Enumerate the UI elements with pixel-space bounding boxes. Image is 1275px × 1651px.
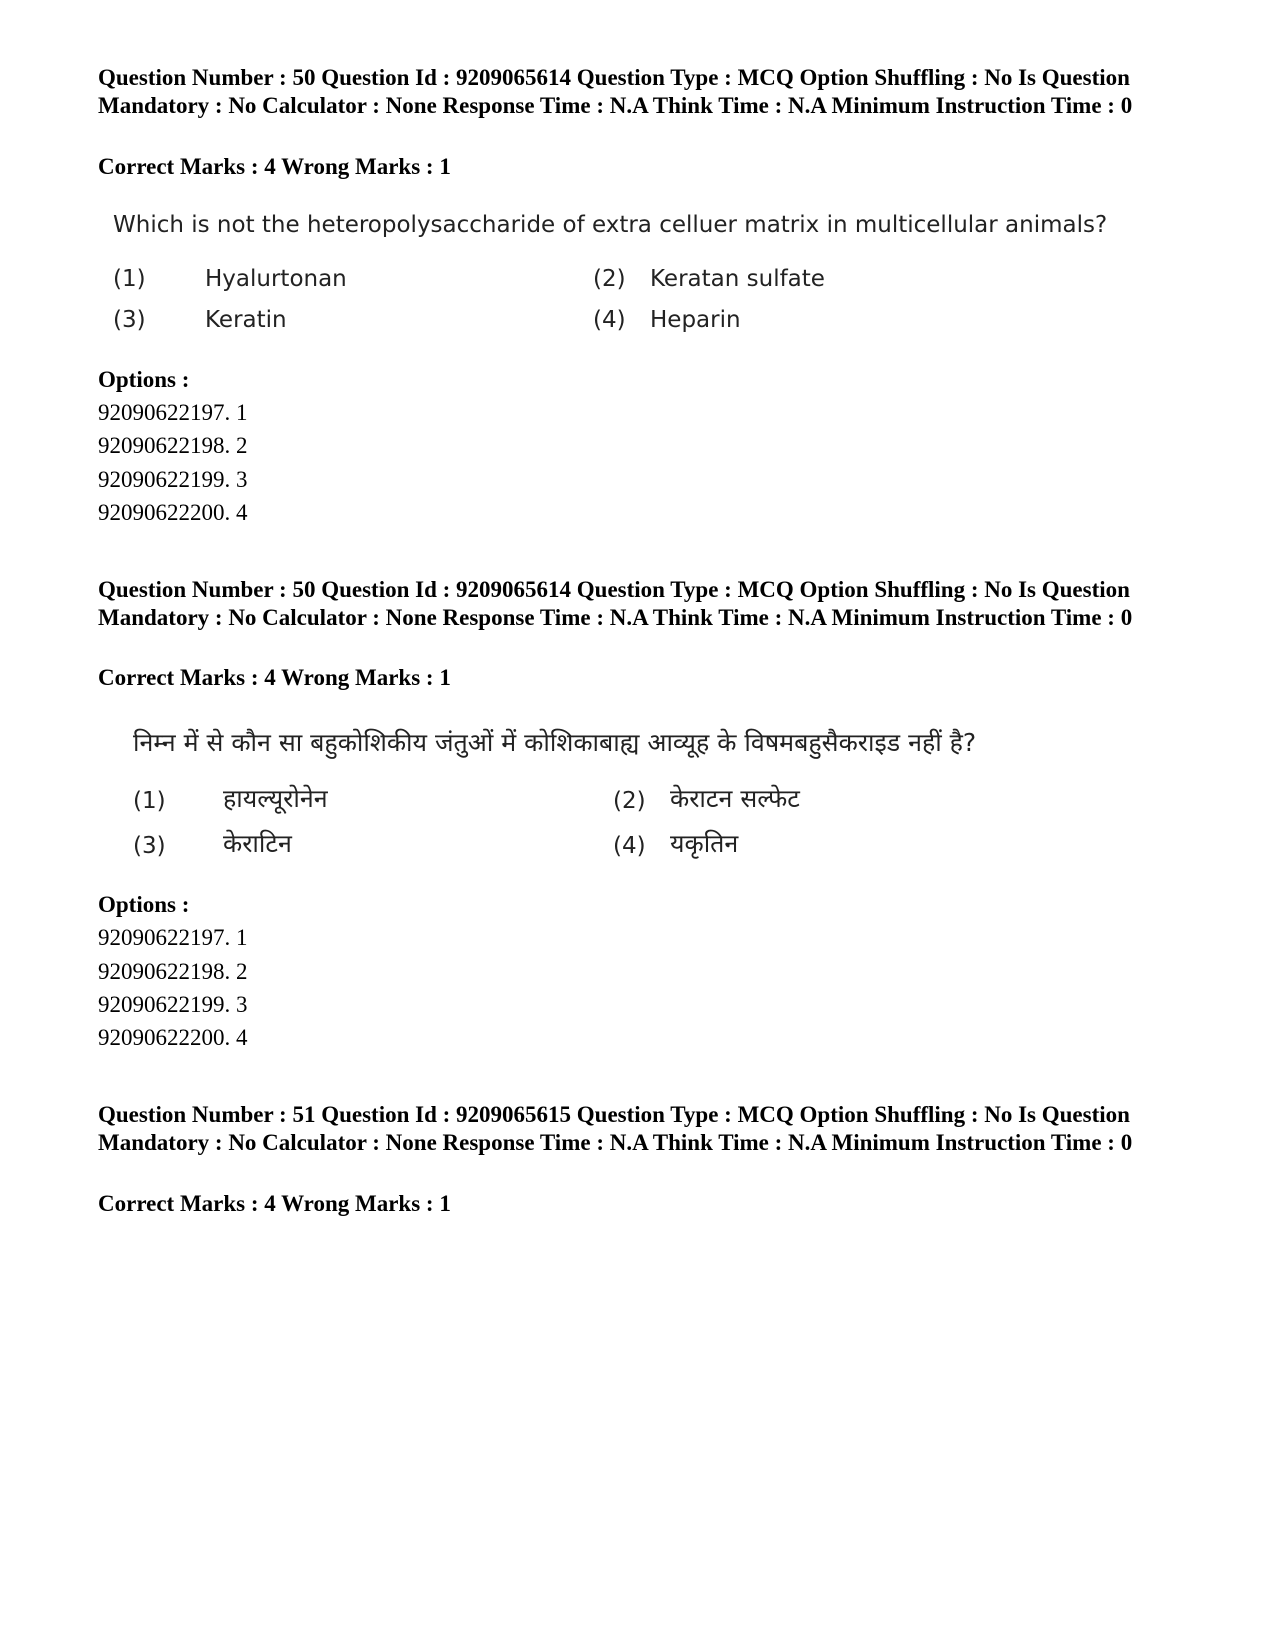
options-label: Options : [98, 892, 190, 917]
choice-label: Keratin [205, 307, 287, 333]
option-line: 92090622199. 3 [98, 467, 248, 492]
option-line: 92090622198. 2 [98, 959, 248, 984]
question-text: Which is not the heteropolysaccharide of extra celluer matrix in multicellular animals? [113, 212, 1108, 238]
choice-label: Keratan sulfate [650, 266, 825, 292]
question-marks: Correct Marks : 4 Wrong Marks : 1 [98, 1191, 451, 1216]
question-marks: Correct Marks : 4 Wrong Marks : 1 [98, 665, 451, 690]
choice-label: यकृतिन [670, 829, 739, 858]
choice-label: Hyalurtonan [205, 266, 347, 292]
options-label: Options : [98, 367, 190, 392]
option-line: 92090622200. 4 [98, 1025, 248, 1050]
option-line: 92090622200. 4 [98, 500, 248, 525]
choice-label: हायल्यूरोनेन [223, 784, 328, 813]
choice-number: (3) [133, 833, 166, 859]
question-marks: Correct Marks : 4 Wrong Marks : 1 [98, 154, 451, 179]
choice-number: (4) [593, 307, 626, 333]
question-text: निम्न में से कौन सा बहुकोशिकीय जंतुओं में कोशिकाबाह्य आव्यूह के विषमबहुसैकराइड नहीं है? [133, 728, 977, 757]
question-meta: Question Number : 50 Question Id : 9209065614 Question Type : MCQ Option Shuffling : No Is Question Mandatory : No Calculator : None Response Time : N.A Think Time : N.A Minimum Instruction Time : 0 [98, 65, 1133, 118]
option-line: 92090622199. 3 [98, 992, 248, 1017]
choice-label: केराटन सल्फेट [670, 784, 800, 813]
choice-number: (2) [593, 266, 626, 292]
option-line: 92090622197. 1 [98, 400, 248, 425]
option-line: 92090622198. 2 [98, 433, 248, 458]
choice-number: (4) [613, 833, 646, 859]
option-line: 92090622197. 1 [98, 925, 248, 950]
choice-number: (3) [113, 307, 146, 333]
choice-label: Heparin [650, 307, 741, 333]
choice-label: केराटिन [223, 829, 292, 858]
choice-number: (1) [113, 266, 146, 292]
question-meta: Question Number : 50 Question Id : 9209065614 Question Type : MCQ Option Shuffling : No Is Question Mandatory : No Calculator : None Response Time : N.A Think Time : N.A Minimum Instruction Time : 0 [98, 577, 1133, 630]
choice-number: (1) [133, 788, 166, 814]
choice-number: (2) [613, 788, 646, 814]
question-meta: Question Number : 51 Question Id : 9209065615 Question Type : MCQ Option Shuffling : No Is Question Mandatory : No Calculator : None Response Time : N.A Think Time : N.A Minimum Instruction Time : 0 [98, 1102, 1133, 1155]
